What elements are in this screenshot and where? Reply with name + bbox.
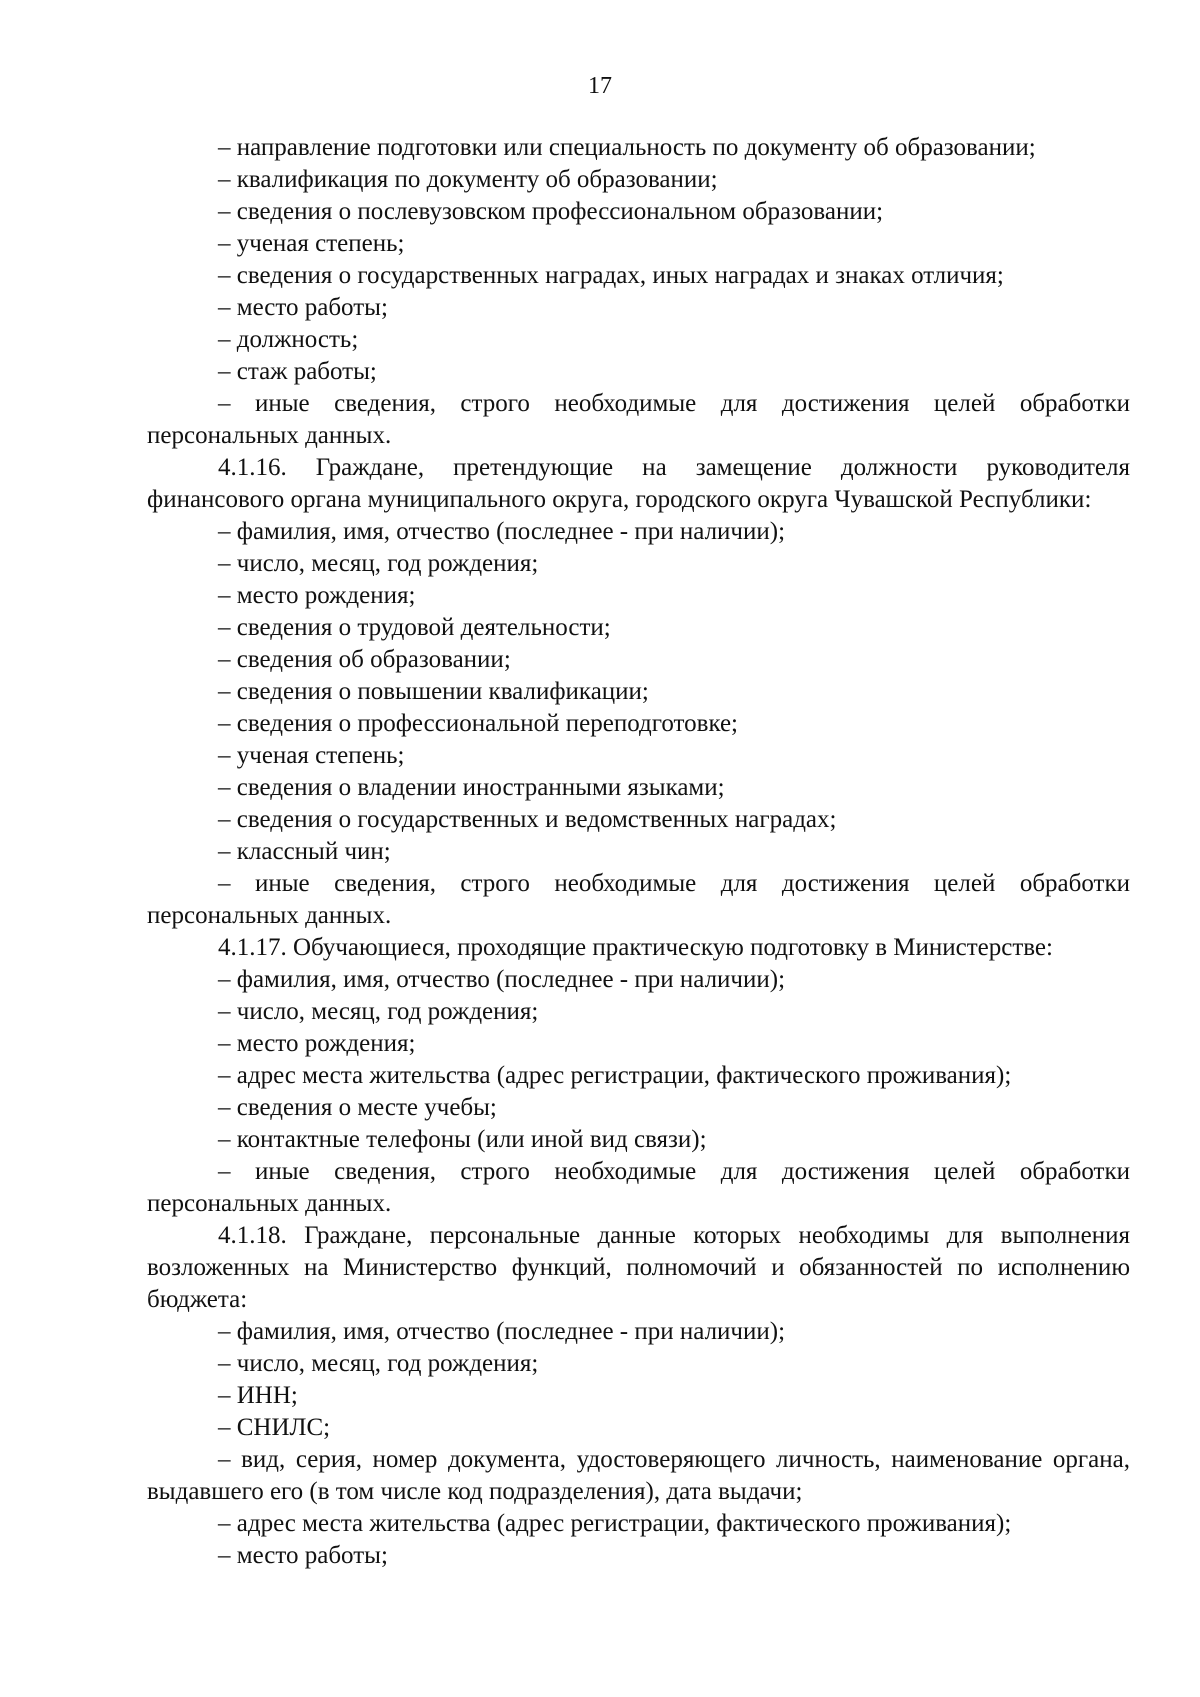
list-item: – фамилия, имя, отчество (последнее - при наличии); [218,1318,786,1345]
list-item: – направление подготовки или специальность по документу об образовании; [218,134,1036,161]
list-item: – квалификация по документу об образовании; [218,166,718,193]
list-item: – классный чин; [218,838,391,865]
list-item: – сведения о повышении квалификации; [218,678,649,705]
list-item: – фамилия, имя, отчество (последнее - при наличии); [218,518,786,545]
section-paragraph: 4.1.16. Граждане, претендующие на замещение должности руководителя финансового органа муниципального округа, городского округа Чувашской Республики: [147,454,1130,513]
list-item: – ученая степень; [218,230,405,257]
list-item: – контактные телефоны (или иной вид связи); [218,1126,707,1153]
list-item: – сведения о государственных наградах, иных наградах и знаках отличия; [218,262,1004,289]
list-item: – стаж работы; [218,358,377,385]
list-item: – место рождения; [218,1030,416,1057]
list-item: – иные сведения, строго необходимые для достижения целей обработки персональных данных. [147,870,1130,929]
list-item: – адрес места жительства (адрес регистрации, фактического проживания); [218,1062,1012,1089]
document-body [147,132,1130,1572]
list-item: – иные сведения, строго необходимые для достижения целей обработки персональных данных. [147,390,1130,449]
list-item: – число, месяц, год рождения; [218,550,539,577]
list-item: – место работы; [218,1542,388,1569]
list-item: – сведения о владении иностранными языками; [218,774,725,801]
list-item: – сведения о профессиональной переподготовке; [218,710,739,737]
list-item: – иные сведения, строго необходимые для достижения целей обработки персональных данных. [147,1158,1130,1217]
list-item: – сведения о государственных и ведомственных наградах; [218,806,837,833]
list-item: – число, месяц, год рождения; [218,1350,539,1377]
list-item: – должность; [218,326,359,353]
list-item: – фамилия, имя, отчество (последнее - при наличии); [218,966,786,993]
list-item: – ученая степень; [218,742,405,769]
list-item: – место рождения; [218,582,416,609]
list-item: – ИНН; [218,1382,298,1409]
list-item: – вид, серия, номер документа, удостоверяющего личность, наименование органа, выдавшего его (в том числе код подразделения), дата выдачи; [147,1446,1130,1505]
list-item: – сведения о трудовой деятельности; [218,614,611,641]
list-item: – число, месяц, год рождения; [218,998,539,1025]
list-item: – сведения о послевузовском профессиональном образовании; [218,198,884,225]
section-paragraph: 4.1.18. Граждане, персональные данные которых необходимы для выполнения возложенных на Министерство функций, полномочий и обязанностей по исполнению бюджета: [147,1222,1130,1313]
page-number: 17 [588,73,612,99]
section-paragraph: 4.1.17. Обучающиеся, проходящие практическую подготовку в Министерстве: [218,934,1053,961]
list-item: – адрес места жительства (адрес регистрации, фактического проживания); [218,1510,1012,1537]
list-item: – место работы; [218,294,388,321]
list-item: – сведения об образовании; [218,646,511,673]
list-item: – СНИЛС; [218,1414,331,1441]
list-item: – сведения о месте учебы; [218,1094,497,1121]
